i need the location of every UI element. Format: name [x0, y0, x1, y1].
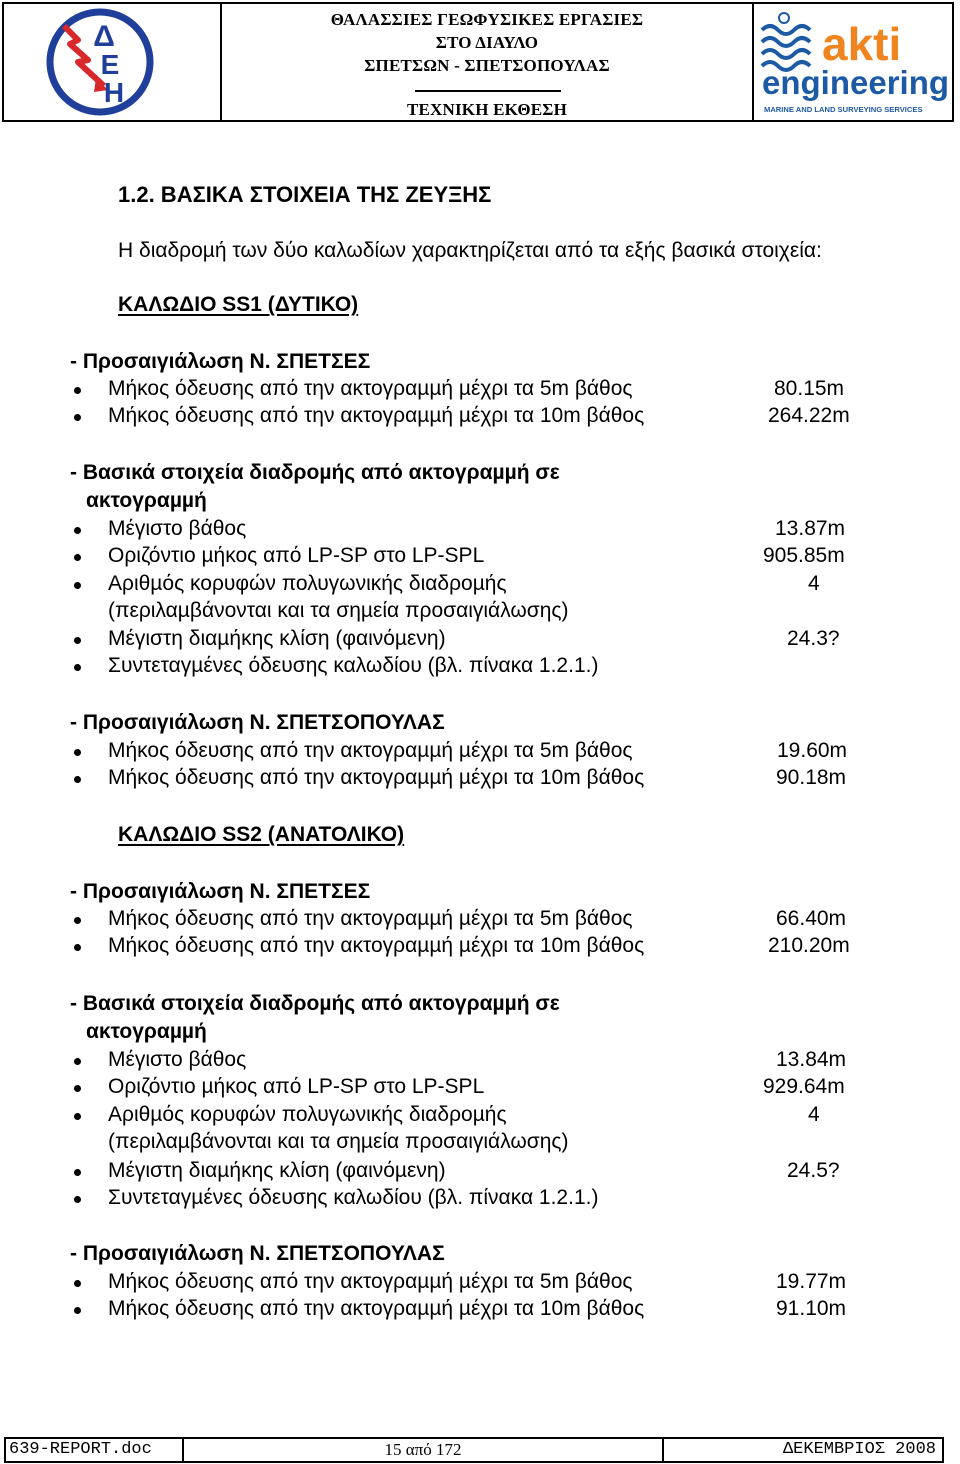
list-item-value: 210.20m	[768, 934, 850, 957]
bullet-icon	[74, 776, 81, 783]
bullet-icon	[74, 527, 81, 534]
intro-text: Η διαδροµή των δύο καλωδίων χαρακτηρίζεται από τα εξής βασικά στοιχεία:	[118, 239, 822, 262]
list-item-label: Μήκος όδευσης από την ακτογραµµή µέχρι τα 5m βάθος	[108, 1270, 633, 1293]
list-item-label: Μέγιστη διαµήκης κλίση (φαινόµενη)	[108, 1159, 446, 1182]
list-item-label: Μήκος όδευσης από την ακτογραµµή µέχρι τα 5m βάθος	[108, 739, 633, 762]
list-item-label: Μέγιστο βάθος	[108, 517, 247, 540]
ss2-landing-spetsopoula: - Προσαιγιάλωση Ν. ΣΠΕΤΣΟΠΟΥΛΑΣ	[70, 1242, 445, 1265]
header-divider-rule	[415, 90, 561, 92]
bullet-icon	[74, 1280, 81, 1287]
list-item-value: 24.5?	[787, 1159, 840, 1182]
header-title-line-1: ΘΑΛΑΣΣΙΕΣ ΓΕΩΦΥΣΙΚΕΣ ΕΡΓΑΣΙΕΣ	[330, 10, 644, 29]
list-item-value: 24.3?	[787, 627, 840, 650]
list-item-label: Αριθµός κορυφών πολυγωνικής διαδροµής	[108, 1103, 507, 1126]
list-item-label: Συντεταγµένες όδευσης καλωδίου (βλ. πίνακα 1.2.1.)	[108, 1186, 599, 1209]
bullet-icon	[74, 582, 81, 589]
list-item-value: 13.84m	[776, 1048, 847, 1071]
dei-logo-letter-epsilon: Ε	[100, 49, 120, 80]
ss1-landing-spetsopoula: - Προσαιγιάλωση Ν. ΣΠΕΤΣΟΠΟΥΛΑΣ	[70, 711, 445, 734]
bullet-icon	[74, 637, 81, 644]
bullet-icon	[74, 1169, 81, 1176]
list-item-label: Μήκος όδευσης από την ακτογραµµή µέχρι τα 10m βάθος	[108, 934, 645, 957]
list-item-label: Συντεταγµένες όδευσης καλωδίου (βλ. πίνακα 1.2.1.)	[108, 654, 599, 677]
header-title-line-2: ΣΤΟ ΔΙΑΥΛΟ	[435, 33, 539, 52]
bullet-icon	[74, 749, 81, 756]
dei-logo-letter-delta: Δ	[93, 20, 115, 53]
section-title: 1.2. ΒΑΣΙΚΑ ΣΤΟΙΧΕΙΑ ΤΗΣ ΖΕΥΞΗΣ	[118, 182, 492, 207]
bullet-icon	[74, 917, 81, 924]
ss1-title: ΚΑΛΩΔΙΟ SS1 (ΔΥΤΙΚΟ)	[118, 293, 359, 316]
dei-logo-letter-eta: Η	[103, 77, 125, 108]
ss2-landing-spetses: - Προσαιγιάλωση Ν. ΣΠΕΤΣΕΣ	[70, 880, 371, 903]
header-logo-left-cell	[4, 4, 222, 120]
bullet-icon	[74, 1196, 81, 1203]
list-item-continuation: (περιλαµβάνονται και τα σηµεία προσαιγιάλωσης)	[108, 599, 569, 622]
bullet-icon	[74, 1307, 81, 1314]
header-logo-right-cell	[754, 4, 952, 120]
header-title-line-3: ΣΠΕΤΣΩΝ - ΣΠΕΤΣΟΠΟΥΛΑΣ	[364, 56, 610, 75]
list-item-label: Μήκος όδευσης από την ακτογραµµή µέχρι τα 10m βάθος	[108, 1297, 645, 1320]
list-item-value: 905.85m	[763, 544, 845, 567]
list-item-label: Αριθµός κορυφών πολυγωνικής διαδροµής	[108, 572, 507, 595]
akti-logo-word: akti	[822, 18, 902, 70]
list-item-label: Μήκος όδευσης από την ακτογραµµή µέχρι τα 5m βάθος	[108, 907, 633, 930]
list-item-label: Μήκος όδευσης από την ακτογραµµή µέχρι τα 10m βάθος	[108, 766, 645, 789]
ss2-route-heading-cont: ακτογραµµή	[86, 1020, 207, 1043]
bullet-icon	[74, 944, 81, 951]
list-item-value: 4	[808, 1103, 820, 1126]
bullet-icon	[74, 1085, 81, 1092]
list-item-continuation: (περιλαµβάνονται και τα σηµεία προσαιγιάλωσης)	[108, 1130, 569, 1153]
akti-logo-tagline: MARINE AND LAND SURVEYING SERVICES	[764, 105, 923, 114]
ss2-route-heading: - Βασικά στοιχεία διαδροµής από ακτογραµµή σε	[70, 992, 560, 1015]
list-item-value: 90.18m	[776, 766, 847, 789]
list-item-label: Μήκος όδευσης από την ακτογραµµή µέχρι τα 5m βάθος	[108, 377, 633, 400]
bullet-icon	[74, 554, 81, 561]
list-item-label: Οριζόντιο µήκος από LP-SP στο LP-SPL	[108, 544, 485, 567]
ss1-landing-spetses: - Προσαιγιάλωση Ν. ΣΠΕΤΣΕΣ	[70, 350, 371, 373]
header-report-label: ΤΕΧΝΙΚΗ ΕΚΘΕΣΗ	[406, 100, 568, 119]
ss2-title: ΚΑΛΩΔΙΟ SS2 (ΑΝΑΤΟΛΙΚΟ)	[118, 823, 405, 846]
list-item-value: 19.77m	[776, 1270, 847, 1293]
akti-logo-engineering: engineering	[762, 64, 950, 101]
header-title-cell	[222, 4, 754, 120]
bullet-icon	[74, 414, 81, 421]
ss1-route-heading-cont: ακτογραµµή	[86, 489, 207, 512]
page-footer	[4, 1437, 944, 1463]
ss1-route-heading: - Βασικά στοιχεία διαδροµής από ακτογραµµή σε	[70, 461, 560, 484]
bullet-icon	[74, 387, 81, 394]
akti-engineering-logo	[754, 4, 950, 120]
bullet-icon	[74, 1113, 81, 1120]
list-item-value: 264.22m	[768, 404, 850, 427]
list-item-label: Μέγιστο βάθος	[108, 1048, 247, 1071]
page-header	[2, 2, 954, 122]
footer-date: ΔΕΚΕΜΒΡΙΟΣ 2008	[782, 1440, 936, 1459]
bullet-icon	[74, 1058, 81, 1065]
list-item-value: 4	[808, 572, 820, 595]
list-item-label: Οριζόντιο µήκος από LP-SP στο LP-SPL	[108, 1075, 485, 1098]
list-item-value: 19.60m	[777, 739, 848, 762]
list-item-label: Μέγιστη διαµήκης κλίση (φαινόµενη)	[108, 627, 446, 650]
list-item-value: 66.40m	[776, 907, 847, 930]
list-item-label: Μήκος όδευσης από την ακτογραµµή µέχρι τα 10m βάθος	[108, 404, 645, 427]
bullet-icon	[74, 664, 81, 671]
dei-logo	[4, 4, 218, 120]
list-item-value: 13.87m	[775, 517, 846, 540]
list-item-value: 80.15m	[774, 377, 845, 400]
footer-filename: 639-REPORT.doc	[6, 1439, 184, 1461]
list-item-value: 91.10m	[776, 1297, 847, 1320]
list-item-value: 929.64m	[763, 1075, 845, 1098]
footer-page-number: 15 από 172	[184, 1439, 664, 1461]
